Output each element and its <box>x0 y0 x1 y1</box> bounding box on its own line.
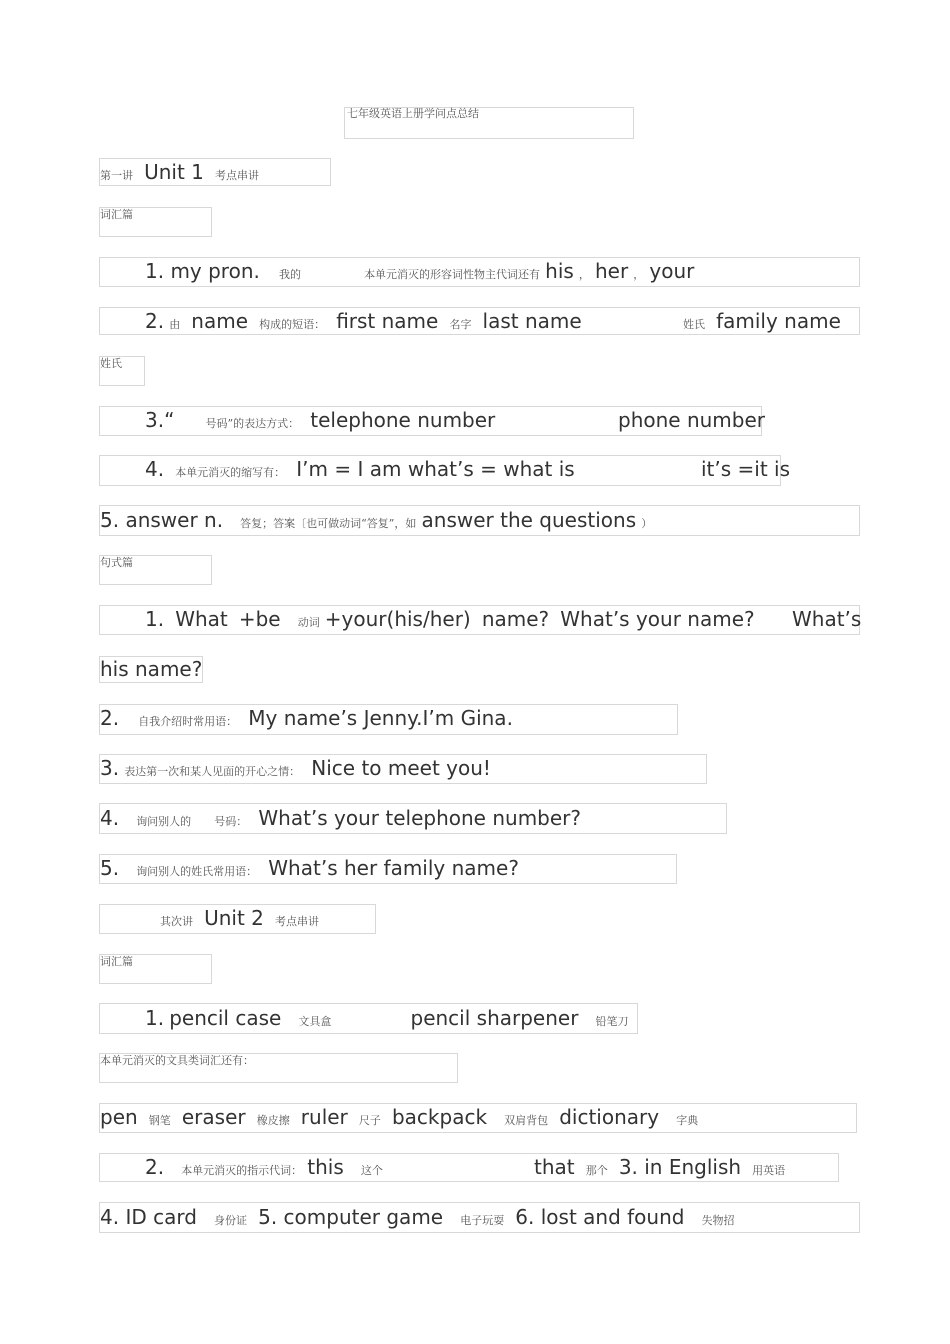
l1-vocab-2-right <box>683 311 841 331</box>
lesson2-unit: Unit 2 <box>204 906 264 930</box>
l1-v2-w3: last name <box>482 309 582 333</box>
l2-v4-c3: 失物招 <box>701 1214 735 1227</box>
vocab-heading-1: 词汇篇 <box>100 208 133 221</box>
l2-v4-w3: 6. lost and found <box>515 1205 685 1229</box>
l1-vocab-3 <box>145 410 495 430</box>
l1-v1-cn2: 本单元消灭的形容词性物主代词还有 <box>364 268 541 281</box>
l1-s2-num: 2. <box>100 706 120 730</box>
l1-s1-w1: What <box>175 607 228 631</box>
l1-sentence-1 <box>145 609 755 629</box>
l1-s3-cn1: 表达第一次和某人见面的开心之情： <box>124 765 301 778</box>
sentence-heading: 句式篇 <box>100 556 133 569</box>
l2-v4-w2: 5. computer game <box>258 1205 444 1229</box>
l2-v1-w2: pencil sharpener <box>410 1006 579 1030</box>
lesson1-post: 考点串讲 <box>214 169 259 182</box>
l2-item-eraser: eraser <box>181 1105 246 1129</box>
l1-v5-w1: answer the questions <box>421 508 637 532</box>
l1-v1-w3: your <box>649 259 695 283</box>
l1-s5-cn1: 询问别人的姓氏常用语： <box>136 865 258 878</box>
l1-s1-cn1: 动词 <box>297 616 320 629</box>
l1-sentence-3 <box>100 758 491 778</box>
l1-v1-cn1: 我的 <box>278 268 301 281</box>
l2-v2-cn2: 这个 <box>360 1164 383 1177</box>
l1-s1-w3: +your(his/her) <box>324 607 471 631</box>
l1-s3-num: 3. <box>100 756 120 780</box>
l1-s1-w5: What’s your name? <box>560 607 755 631</box>
lesson2-post: 考点串讲 <box>274 915 319 928</box>
l1-s1-w4: name? <box>481 607 550 631</box>
l2-v1-num: 1. <box>145 1006 165 1030</box>
l1-vocab-4 <box>145 459 575 479</box>
l1-v3-w2: phone number <box>618 408 766 432</box>
l1-v1-w2: her <box>595 259 629 283</box>
l1-s1-w6: What’s <box>792 607 862 631</box>
l2-v2-w3: 3. in English <box>618 1155 742 1179</box>
l1-v3-cn1: 号码”的表达方式： <box>205 417 300 430</box>
l1-sentence-5 <box>100 858 519 878</box>
l1-v3-num: 3.“ <box>145 408 175 432</box>
l1-sentence-4 <box>100 808 581 828</box>
l1-v5-num: 5. answer n. <box>100 508 224 532</box>
l2-v1-cn1: 文具盒 <box>298 1015 332 1028</box>
l2-vocab-4 <box>100 1207 735 1227</box>
l1-s5-w1: What’s her family name? <box>268 856 519 880</box>
l1-v2-num: 2. <box>145 309 165 333</box>
l2-item-pen-cn: 钢笔 <box>148 1114 171 1127</box>
l1-v4-w1: I’m = I am what’s = what is <box>296 457 575 481</box>
l2-v2-w1: this <box>307 1155 344 1179</box>
l2-v4-c2: 电子玩耍 <box>460 1214 505 1227</box>
l1-v2-w1: name <box>191 309 248 333</box>
l1-s2-cn1: 自我介绍时常用语： <box>138 715 238 728</box>
l1-v1-sep2: ， <box>633 268 645 281</box>
l2-v2-w2: that <box>534 1155 575 1179</box>
l1-s1-w2: +be <box>238 607 281 631</box>
l2-v4-w1: 4. ID card <box>100 1205 197 1229</box>
doc-title: 七年级英语上册学问点总结 <box>347 107 479 120</box>
l2-vocab-2-right <box>534 1157 785 1177</box>
l2-v2-num: 2. <box>145 1155 165 1179</box>
l1-v4-w2: it’s =it is <box>701 457 791 481</box>
l1-s4-cn1: 询问别人的 <box>136 815 192 828</box>
l1-s4-cn2: 号码： <box>214 815 248 828</box>
l2-item-eraser-cn: 橡皮擦 <box>256 1114 290 1127</box>
l1-v2-w2: first name <box>336 309 439 333</box>
l1-v2-w4: family name <box>716 309 841 333</box>
l1-vocab-2 <box>145 311 582 331</box>
l2-item-dictionary: dictionary <box>559 1105 660 1129</box>
l1-v1-w1: his <box>545 259 574 283</box>
l1-vocab-1 <box>145 261 694 281</box>
l1-v3-w1: telephone number <box>310 408 496 432</box>
l1-v2-cn4: 姓氏 <box>683 318 705 331</box>
l2-item-ruler-cn: 尺子 <box>358 1114 381 1127</box>
l2-item-ruler: ruler <box>300 1105 348 1129</box>
lesson2-heading <box>160 908 319 928</box>
l1-vocab-5 <box>100 510 652 530</box>
l1-s4-w1: What’s your telephone number? <box>258 806 582 830</box>
l1-v5-cn2: ） <box>641 517 653 530</box>
l1-v2-cn3: 名字 <box>449 318 472 331</box>
l2-v1-cn2: 铅笔刀 <box>595 1015 629 1028</box>
l2-vocab-2 <box>145 1157 383 1177</box>
l2-v1-w1: pencil case <box>169 1006 282 1030</box>
lesson1-pre: 第一讲 <box>100 169 133 182</box>
lesson1-unit: Unit 1 <box>144 160 204 184</box>
l2-vocab-1 <box>145 1008 629 1028</box>
l1-v1-sep1: ， <box>578 268 590 281</box>
l2-item-pen: pen <box>100 1105 138 1129</box>
l1-vocab-2-tail: 姓氏 <box>100 357 122 370</box>
l1-s4-num: 4. <box>100 806 120 830</box>
l2-v2-cn4: 用英语 <box>752 1164 786 1177</box>
l1-s1-num: 1. <box>145 607 165 631</box>
l1-s2-w1: My name’s Jenny.I’m Gina. <box>248 706 513 730</box>
l1-v4-num: 4. <box>145 457 165 481</box>
l2-v4-c1: 身份证 <box>214 1214 248 1227</box>
l2-item-dictionary-cn: 字典 <box>676 1114 699 1127</box>
lesson2-pre: 其次讲 <box>160 915 193 928</box>
l1-v5-cn1: 答复；答案〔也可做动词“答复”，如 <box>240 517 417 530</box>
l2-v2-cn1: 本单元消灭的指示代词： <box>181 1164 303 1177</box>
l1-v2-cn1: 由 <box>169 318 181 331</box>
l1-s3-w1: Nice to meet you! <box>311 756 491 780</box>
lesson1-heading <box>100 162 259 182</box>
l2-item-backpack-cn: 双肩背包 <box>504 1114 549 1127</box>
l1-v4-cn1: 本单元消灭的缩写有： <box>175 466 286 479</box>
vocab-heading-2: 词汇篇 <box>100 955 133 968</box>
l1-sentence-2 <box>100 708 513 728</box>
l1-s5-num: 5. <box>100 856 120 880</box>
l2-v2-cn3: 那个 <box>585 1164 608 1177</box>
l1-s1-w7: his name? <box>100 657 203 681</box>
l2-vocab-1-note: 本单元消灭的文具类词汇还有： <box>100 1054 254 1067</box>
l2-items <box>100 1107 698 1127</box>
l1-v2-cn2: 构成的短语： <box>259 318 326 331</box>
l2-item-backpack: backpack <box>391 1105 488 1129</box>
l1-v1-num: 1. my pron. <box>145 259 260 283</box>
